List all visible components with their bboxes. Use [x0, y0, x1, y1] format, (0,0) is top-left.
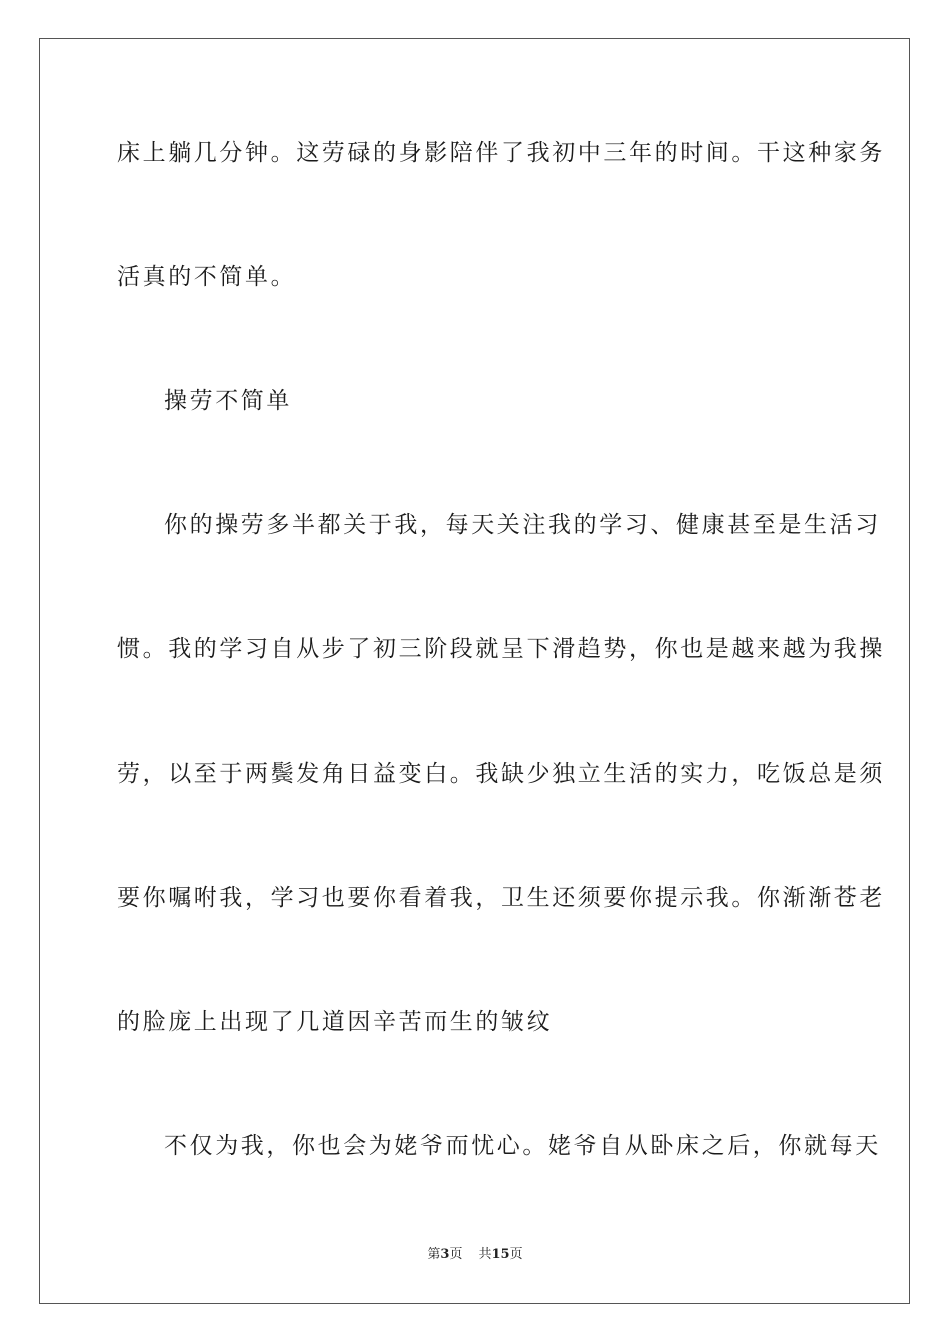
text-line-6: 劳，以至于两鬓发角日益变白。我缺少独立生活的实力，吃饭总是须 — [117, 761, 885, 787]
text-line-4: 你的操劳多半都关于我，每天关注我的学习、健康甚至是生活习 — [164, 512, 881, 538]
text-line-8: 的脸庞上出现了几道因辛苦而生的皱纹 — [117, 1009, 553, 1035]
text-line-1: 床上躺几分钟。这劳碌的身影陪伴了我初中三年的时间。干这种家务 — [117, 140, 885, 166]
page-prefix: 第 — [427, 1247, 441, 1262]
text-line-7: 要你嘱咐我，学习也要你看着我，卫生还须要你提示我。你渐渐苍老 — [117, 885, 885, 911]
text-line-9: 不仅为我，你也会为姥爷而忧心。姥爷自从卧床之后，你就每天 — [164, 1133, 881, 1159]
page-number: 3 — [440, 1247, 450, 1262]
total-suffix: 页 — [509, 1247, 523, 1262]
page-suffix: 页 — [449, 1247, 463, 1262]
text-line-2: 活真的不简单。 — [117, 264, 297, 290]
page-border — [39, 38, 910, 1304]
total-pages: 15 — [491, 1247, 510, 1262]
page-footer — [0, 1246, 950, 1264]
total-prefix: 共 — [478, 1247, 492, 1262]
text-line-5: 惯。我的学习自从步了初三阶段就呈下滑趋势，你也是越来越为我操 — [117, 636, 885, 662]
section-heading: 操劳不简单 — [164, 388, 292, 414]
